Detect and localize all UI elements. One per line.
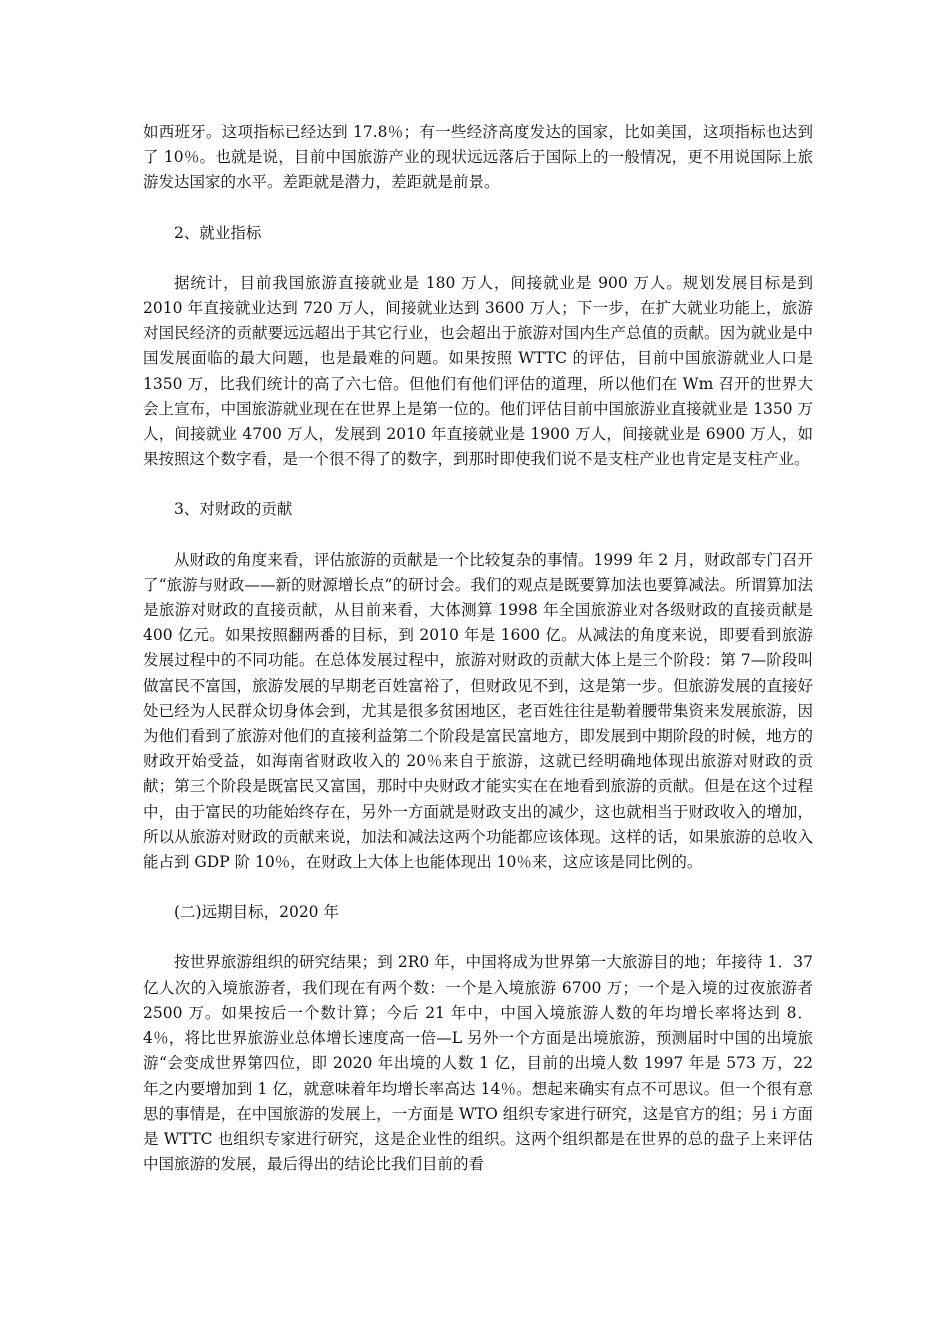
- paragraph-finance: 从财政的角度来看，评估旅游的贡献是一个比较复杂的事情。1999 年 2 月，财政部专门召开了“旅游与财政——新的财源增长点”的研讨会。我们的观点是既要算加法也要算减法。所谓算加法是旅游对财政的直接贡献，从目前来看，大体测算 1998 年全国旅游业对各级财政的直接贡献是 400 亿元。如果按照翻两番的目标，到 2010 年是 1600 亿。从减法的角度来说，即要看到旅游发展过程中的不同功能。在总体发展过程中，旅游对财政的贡献大体上是三个阶段：第 7—阶段叫做富民不富国，旅游发展的早期老百姓富裕了，但财政见不到，这是第一步。但旅游发展的直接好处已经为人民群众切身体会到，尤其是很多贫困地区，老百姓往往是勒着腰带集资来发展旅游，因为他们看到了旅游对他们的直接利益第二个阶段是富民富地方，即发展到中期阶段的时候，地方的财政开始受益，如海南省财政收入的 20％来自于旅游，这就已经明确地体现出旅游对财政的贡献；第三个阶段是既富民又富国，那时中央财政才能实实在在地看到旅游的贡献。但是在这个过程中，由于富民的功能始终存在，另外一方面就是财政支出的减少，这也就相当于财政收入的增加，所以从旅游对财政的贡献来说，加法和减法这两个功能都应该体现。这样的话，如果旅游的总收入能占到 GDP 阶 10％，在财政上大体上也能体现出 10％来，这应该是同比例的。: [143, 550, 813, 872]
- section-heading-finance: 3、对财政的贡献: [174, 500, 293, 519]
- document-body: [143, 120, 813, 1202]
- section-heading-long-term-goal: (二)远期目标，2020 年: [174, 903, 339, 922]
- paragraph-employment: 据统计，目前我国旅游直接就业是 180 万人，间接就业是 900 万人。规划发展目标是到 2010 年直接就业达到 720 万人，间接就业达到 3600 万人；下一步，在扩大就业功能上，旅游对国民经济的贡献要远远超出于其它行业，也会超出于旅游对国内生产总值的贡献。因为就业是中国发展面临的最大问题，也是最难的问题。如果按照 WTTC 的评估，目前中国旅游就业人口是 1350 万，比我们统计的高了六七倍。但他们有他们评估的道理，所以他们在 Wm 召开的世界大会上宣布，中国旅游就业现在在世界上是第一位的。他们评估目前中国旅游业直接就业是 1350 万人，间接就业 4700 万人，发展到 2010 年直接就业是 1900 万人，间接就业是 6900 万人，如果按照这个数字看，是一个很不得了的数字，到那时即使我们说不是支柱产业也肯定是支柱产业。: [143, 273, 813, 469]
- section-heading-employment: 2、就业指标: [174, 223, 262, 242]
- paragraph-continuation: 如西班牙。这项指标已经达到 17.8％；有一些经济高度发达的国家，比如美国，这项指标也达到了 10％。也就是说，目前中国旅游产业的现状远远落后于国际上的一般情况，更不用说国际上旅游发达国家的水平。差距就是潜力，差距就是前景。: [143, 123, 813, 192]
- paragraph-long-term-goal: 按世界旅游组织的研究结果；到 2R0 年，中国将成为世界第一大旅游目的地；年接待 1．37 亿人次的入境旅游者，我们现在有两个数：一个是入境旅游 6700 万；一个是入境的过夜旅游者 2500 万。如果按后一个数计算；今后 21 年中，中国入境旅游人数的年均增长率将达到 8．4％，将比世界旅游业总体增长速度高一倍—L 另外一个方面是出境旅游，预测届时中国的出境旅游“会变成世界第四位，即 2020 年出境的人数 1 亿，目前的出境人数 1997 年是 573 万，22 年之内要增加到 1 亿，就意味着年均增长率高达 14％。想起来确实有点不可思议。但一个很有意思的事情是，在中国旅游的发展上，一方面是 WTO 组织专家进行研究，这是官方的组；另 i 方面是 WTTC 也组织专家进行研究，这是企业性的组织。这两个组织都是在世界的总的盘子上来评估中国旅游的发展，最后得出的结论比我们目前的看: [143, 953, 813, 1174]
